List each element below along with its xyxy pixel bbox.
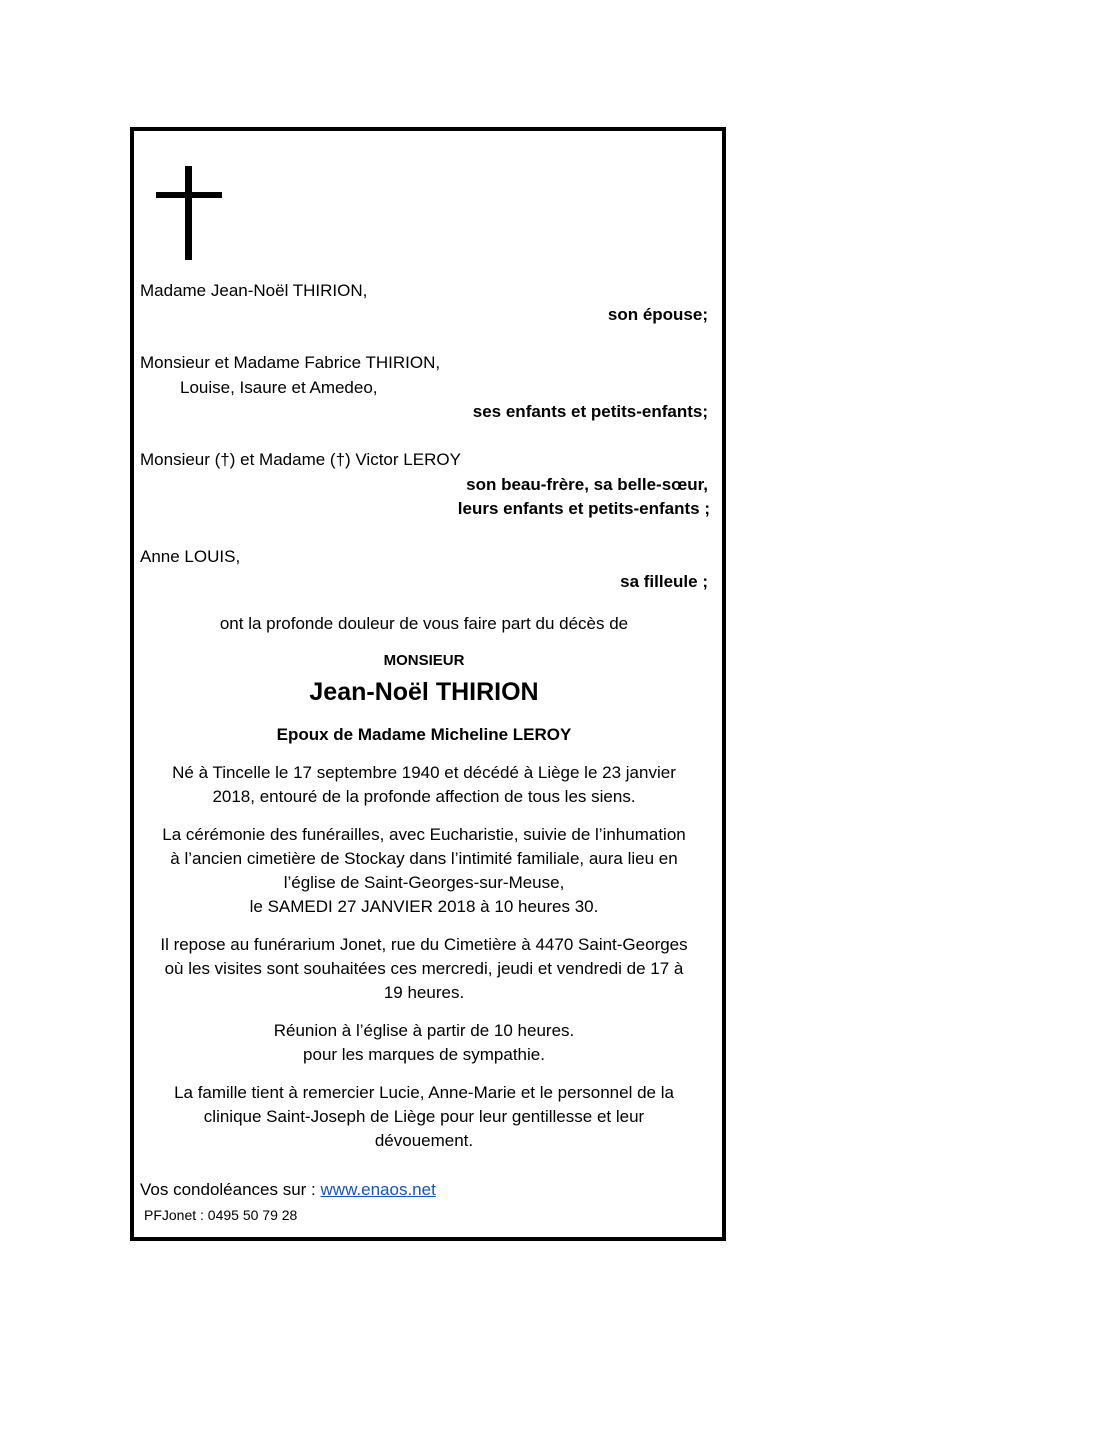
spouse-name: Madame Jean-Noël THIRION, (140, 281, 368, 300)
inlaws-relation-2: leurs enfants et petits-enfants ; (457, 499, 710, 518)
deceased-name: Jean-Noël THIRION (309, 678, 539, 706)
meeting-line-2: pour les marques de sympathie. (303, 1045, 545, 1064)
announcement-intro: ont la profonde douleur de vous faire part du décès de (219, 614, 629, 633)
rest-line-2: où les visites sont souhaitées ces mercredi, jeudi et vendredi de 17 à (164, 959, 684, 978)
cross-icon (156, 166, 222, 260)
thanks-line-3: dévouement. (374, 1131, 474, 1150)
deceased-title: MONSIEUR (383, 652, 465, 669)
inlaws-relation-1: son beau-frère, sa belle-sœur, (466, 475, 708, 494)
birth-death-line-2: 2018, entouré de la profonde affection de tous les siens. (212, 787, 636, 806)
goddaughter-name: Anne LOUIS, (140, 547, 241, 566)
funeral-home-contact: PFJonet : 0495 50 79 28 (144, 1207, 298, 1223)
goddaughter-relation: sa filleule ; (620, 572, 708, 591)
ceremony-line-1: La cérémonie des funérailles, avec Eucharistie, suivie de l’inhumation (162, 825, 686, 844)
condolences-link[interactable]: www.enaos.net (320, 1180, 436, 1199)
birth-death-line-1: Né à Tincelle le 17 septembre 1940 et décédé à Liège le 23 janvier (172, 763, 676, 782)
rest-line-3: 19 heures. (383, 983, 465, 1002)
meeting-line-1: Réunion à l’église à partir de 10 heures. (273, 1021, 575, 1040)
ceremony-line-3: l’église de Saint-Georges-sur-Meuse, (283, 873, 565, 892)
thanks-line-1: La famille tient à remercier Lucie, Anne-Marie et le personnel de la (174, 1083, 674, 1102)
spouse-line: Epoux de Madame Micheline LEROY (276, 725, 572, 744)
ceremony-line-4: le SAMEDI 27 JANVIER 2018 à 10 heures 30. (249, 897, 599, 916)
grandchildren-names: Louise, Isaure et Amedeo, (180, 378, 378, 397)
ceremony-line-2: à l’ancien cimetière de Stockay dans l’intimité familiale, aura lieu en (170, 849, 678, 868)
rest-line-1: Il repose au funérarium Jonet, rue du Cimetière à 4470 Saint-Georges (160, 935, 688, 954)
children-name: Monsieur et Madame Fabrice THIRION, (140, 353, 441, 372)
condolences-line (140, 1178, 436, 1202)
obituary-card (130, 127, 726, 1241)
inlaws-name: Monsieur (†) et Madame (†) Victor LEROY (140, 450, 461, 469)
spouse-relation: son épouse; (607, 305, 708, 324)
thanks-line-2: clinique Saint-Joseph de Liège pour leur gentillesse et leur (203, 1107, 645, 1126)
condolences-label: Vos condoléances sur : (140, 1180, 321, 1199)
children-relation: ses enfants et petits-enfants; (472, 402, 708, 421)
